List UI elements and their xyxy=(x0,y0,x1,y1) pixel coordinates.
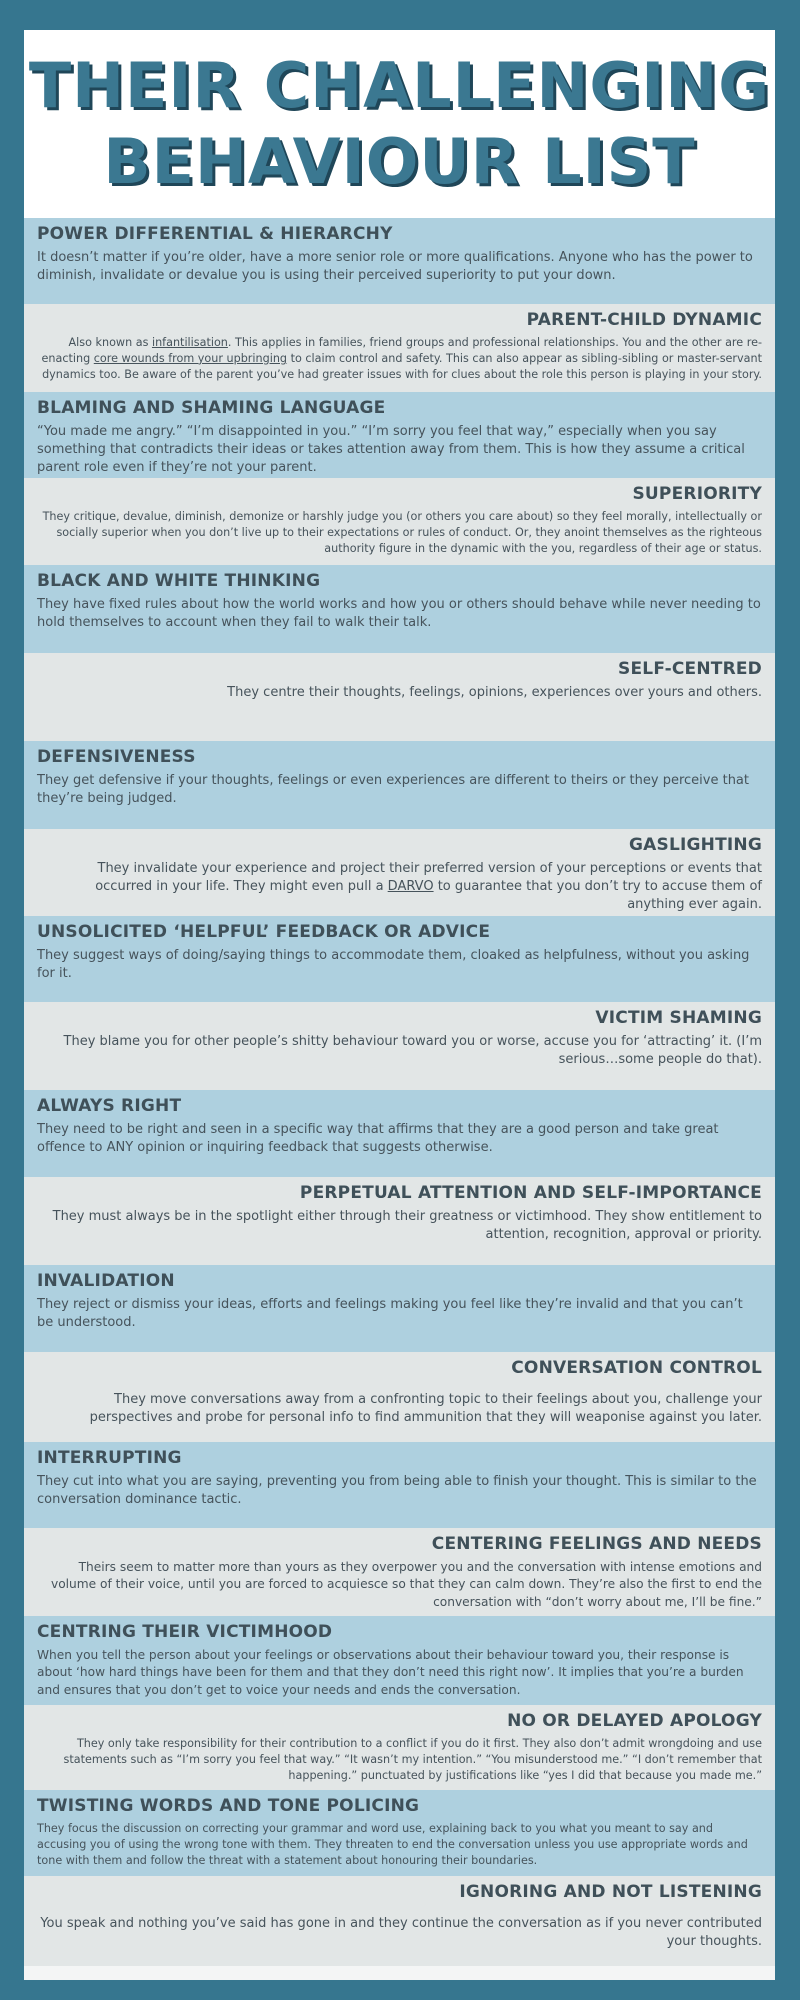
section-text: They cut into what you are saying, preventing you from being able to finish your thought. This is similar to the conversation dominance tactic. xyxy=(37,1474,757,1507)
infographic-frame xyxy=(24,30,775,1980)
section-text: They reject or dismiss your ideas, efforts and feelings making you feel like they’re invalid and that you can’t be understood. xyxy=(37,1297,743,1330)
section-heading: INTERRUPTING xyxy=(37,1448,182,1468)
spacer xyxy=(37,1907,762,1915)
section-always-right xyxy=(24,1090,775,1177)
section-heading: PARENT-CHILD DYNAMIC xyxy=(526,310,762,330)
section-heading: UNSOLICITED ‘HELPFUL’ FEEDBACK OR ADVICE xyxy=(37,922,491,942)
section-heading: CENTERING FEELINGS AND NEEDS xyxy=(431,1534,762,1554)
text-part: to claim control and safety. This can also appear as sibling-sibling or master-servant dynamics too. Be aware of the parent you’ve had greater issues with for clues about the role this person is playing in your story. xyxy=(42,351,762,381)
spacer xyxy=(37,1383,762,1391)
section-heading: SELF-CENTRED xyxy=(618,659,762,679)
section-heading: POWER DIFFERENTIAL & HIERARCHY xyxy=(37,224,393,244)
text-part: . This applies in families, friend groups and professional relationships. You and the other are re-enacting xyxy=(41,336,762,365)
section-text: “You made me angry.” “I’m disappointed in you.” “I’m sorry you feel that way,” especially when you say something that contradicts their ideas or takes attention away from them. This is how they assume a critical parent role even if they’re not your parent. xyxy=(37,424,745,475)
section-text: Theirs seem to matter more than yours as they overpower you and the conversation with intense emotions and volume of their voice, until you are forced to acquiesce so that they can calm down. They’re also the first to end the conversation with “don’t worry about me, I’ll be fine.” xyxy=(51,1560,762,1609)
section-centering-feelings xyxy=(24,1528,775,1616)
section-heading: DEFENSIVENESS xyxy=(37,747,196,767)
behaviour-list xyxy=(24,218,775,1966)
text-part: to guarantee that you don’t try to accuse them of anything ever again. xyxy=(433,879,762,912)
section-heading: BLACK AND WHITE THINKING xyxy=(37,571,321,591)
section-text: They must always be in the spotlight either through their greatness or victimhood. They show entitlement to attention, recognition, approval or priority. xyxy=(52,1209,762,1242)
title-line-1: THEIR CHALLENGING xyxy=(28,49,771,122)
section-perpetual-attention xyxy=(24,1177,775,1265)
section-defensiveness xyxy=(24,741,775,829)
section-text: It doesn’t matter if you’re older, have a more senior role or more qualifications. Anyone who has the power to diminish, invalidate or devalue you is using their perceived superiority to put your down. xyxy=(37,250,753,283)
section-text: They blame you for other people’s shitty behaviour toward you or worse, accuse you for ‘attracting’ it. (I’m serious…some people do that). xyxy=(63,1034,762,1067)
section-heading: NO OR DELAYED APOLOGY xyxy=(507,1711,762,1731)
section-victim-shaming xyxy=(24,1002,775,1090)
section-self-centred xyxy=(24,653,775,741)
section-heading: CENTRING THEIR VICTIMHOOD xyxy=(37,1622,333,1642)
section-heading: GASLIGHTING xyxy=(629,835,762,855)
section-text: They move conversations away from a confronting topic to their feelings about you, challenge your perspectives and probe for personal info to find ammunition that they will weaponise against you later. xyxy=(89,1392,762,1425)
section-text: They get defensive if your thoughts, feelings or even experiences are different to theirs or they perceive that they’re being judged. xyxy=(37,773,749,806)
section-text xyxy=(37,335,762,382)
darvo-link[interactable]: DARVO xyxy=(387,879,434,894)
section-text: They need to be right and seen in a specific way that affirms that they are a good person and take great offence to ANY opinion or inquiring feedback that suggests otherwise. xyxy=(37,1122,719,1155)
page-title xyxy=(29,48,770,200)
section-text: They centre their thoughts, feelings, opinions, experiences over yours and others. xyxy=(227,685,762,700)
section-interrupting xyxy=(24,1442,775,1528)
section-parent-child xyxy=(24,304,775,392)
section-text: You speak and nothing you’ve said has gone in and they continue the conversation as if you never contributed your thoughts. xyxy=(40,1916,762,1949)
section-heading: INVALIDATION xyxy=(37,1271,175,1291)
section-text: When you tell the person about your feelings or observations about their behaviour toward you, their response is about ‘how hard things have been for them and that they don’t need this right now’. It implies that you’re a burden and ensures that you don’t get to voice your needs and ends the conversation. xyxy=(37,1648,744,1697)
section-twisting-words xyxy=(24,1790,775,1876)
section-blaming-shaming xyxy=(24,392,775,478)
section-text: They only take responsibility for their contribution to a conflict if you do it first. They also don’t admit wrongdoing and use statements such as “I’m sorry you feel that way.” “It wasn’t my intention.” “You misunderstood me.” “I don’t remember that happening.” punctuated by justifications like “yes I did that because you made me.” xyxy=(63,1737,762,1782)
text-part: They invalidate your experience and project their preferred version of your perceptions or events that occurred in your life. They might even pull a xyxy=(95,861,762,894)
section-heading: IGNORING AND NOT LISTENING xyxy=(459,1882,762,1902)
section-gaslighting xyxy=(24,829,775,916)
section-heading: CONVERSATION CONTROL xyxy=(511,1358,762,1378)
section-heading: TWISTING WORDS AND TONE POLICING xyxy=(37,1796,420,1816)
section-invalidation xyxy=(24,1265,775,1352)
section-heading: VICTIM SHAMING xyxy=(595,1008,762,1028)
section-heading: SUPERIORITY xyxy=(632,484,762,504)
section-conversation-control xyxy=(24,1352,775,1442)
section-text: They suggest ways of doing/saying things to accommodate them, cloaked as helpfulness, without you asking for it. xyxy=(37,948,750,981)
header xyxy=(24,30,775,218)
section-ignoring xyxy=(24,1876,775,1966)
section-no-apology xyxy=(24,1705,775,1790)
section-centring-victimhood xyxy=(24,1616,775,1705)
text-part: Also known as xyxy=(68,336,152,349)
section-text: They focus the discussion on correcting your grammar and word use, explaining back to you what you meant to say and accusing you of using the wrong tone with them. They threaten to end the conversation unless you use appropriate words and tone with them and follow the threat with a statement about honouring their boundaries. xyxy=(37,1822,748,1867)
section-heading: BLAMING AND SHAMING LANGUAGE xyxy=(37,398,386,418)
section-heading: PERPETUAL ATTENTION AND SELF-IMPORTANCE xyxy=(299,1183,762,1203)
section-text: They critique, devalue, diminish, demonize or harshly judge you (or others you care about) so they feel morally, intellectually or socially superior when you don’t live up to their expectations or rules of conduct. Or, they anoint themselves as the righteous authority figure in the dynamic with the you, regardless of their age or status. xyxy=(42,510,762,555)
section-text: They have fixed rules about how the world works and how you or others should behave while never needing to hold themselves to account when they fail to walk their talk. xyxy=(37,597,761,630)
core-wounds-link[interactable]: core wounds from your upbringing xyxy=(93,351,288,365)
section-heading: ALWAYS RIGHT xyxy=(37,1096,182,1116)
section-power-differential xyxy=(24,218,775,304)
title-line-2: BEHAVIOUR LIST xyxy=(103,125,696,198)
section-text xyxy=(37,860,762,914)
infantilisation-link[interactable]: infantilisation xyxy=(151,336,228,349)
section-superiority xyxy=(24,478,775,565)
section-unsolicited-feedback xyxy=(24,916,775,1002)
section-black-white-thinking xyxy=(24,565,775,653)
